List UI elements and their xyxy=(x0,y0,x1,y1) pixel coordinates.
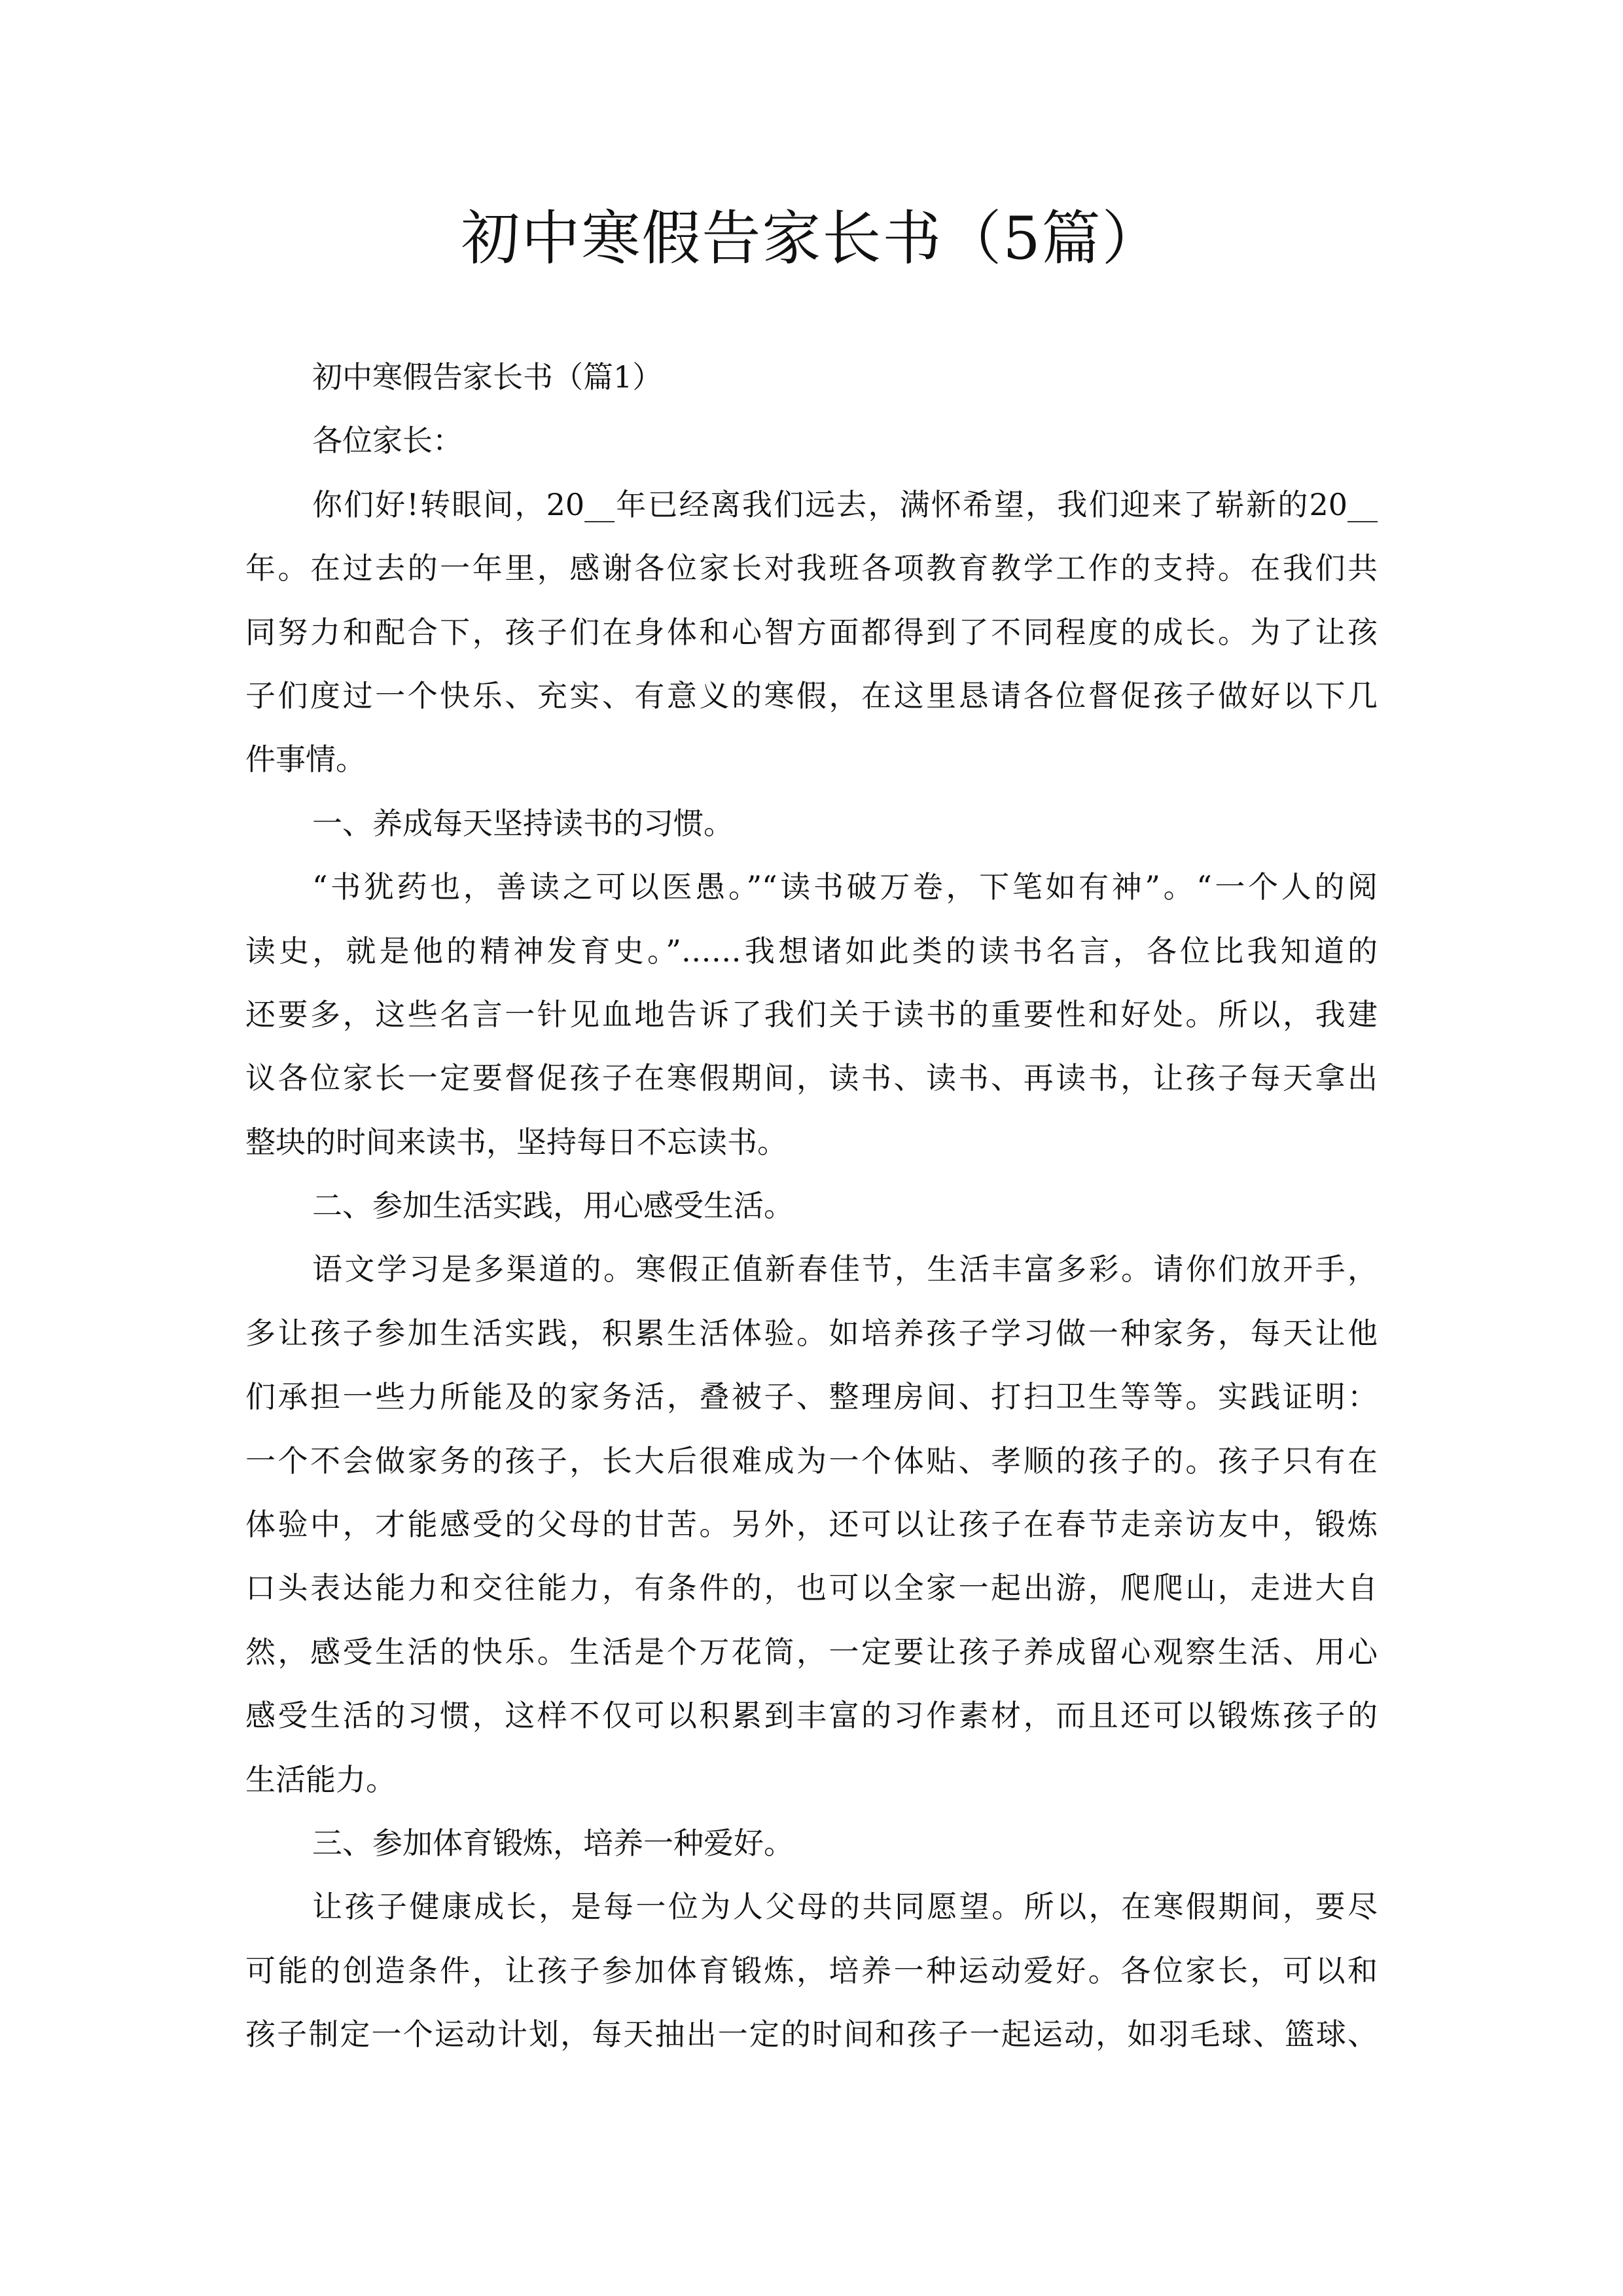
document-body xyxy=(245,346,1378,2067)
paragraph-line: 让孩子健康成长，是每一位为人父母的共同愿望。所以，在寒假期间，要尽 xyxy=(312,1889,1378,1925)
paragraph-line: 一个不会做家务的孩子，长大后很难成为一个体贴、孝顺的孩子的。孩子只有在 xyxy=(245,1443,1378,1479)
paragraph-line: 子们度过一个快乐、充实、有意义的寒假，在这里恳请各位督促孩子做好以下几 xyxy=(245,677,1378,713)
paragraph-line: 年。在过去的一年里，感谢各位家长对我班各项教育教学工作的支持。在我们共 xyxy=(245,550,1378,586)
paragraph-line: 口头表达能力和交往能力，有条件的，也可以全家一起出游，爬爬山，走进大自 xyxy=(245,1570,1378,1606)
paragraph-line: 体验中，才能感受的父母的甘苦。另外，还可以让孩子在春节走亲访友中，锻炼 xyxy=(245,1507,1378,1543)
paragraph-line: 还要多，这些名言一针见血地告诉了我们关于读书的重要性和好处。所以，我建 xyxy=(245,996,1378,1032)
paragraph-line: 孩子制定一个运动计划，每天抽出一定的时间和孩子一起运动，如羽毛球、篮球、 xyxy=(245,2017,1378,2053)
paragraph-line: 整块的时间来读书，坚持每日不忘读书。 xyxy=(245,1124,787,1160)
paragraph-line: 感受生活的习惯，这样不仅可以积累到丰富的习作素材，而且还可以锻炼孩子的 xyxy=(245,1698,1378,1734)
paragraph-line: 多让孩子参加生活实践，积累生活体验。如培养孩子学习做一种家务，每天让他 xyxy=(245,1315,1378,1351)
paragraph-line: 二、参加生活实践，用心感受生活。 xyxy=(312,1188,794,1224)
paragraph-line: 三、参加体育锻炼，培养一种爱好。 xyxy=(312,1825,794,1861)
paragraph-line: 语文学习是多渠道的。寒假正值新春佳节，生活丰富多彩。请你们放开手， xyxy=(312,1251,1378,1287)
paragraph-line: 同努力和配合下，孩子们在身体和心智方面都得到了不同程度的成长。为了让孩 xyxy=(245,614,1378,650)
paragraph-line: 件事情。 xyxy=(245,742,366,778)
paragraph-line: “书犹药也，善读之可以医愚。”“读书破万卷，下笔如有神”。“一个人的阅 xyxy=(312,869,1378,905)
paragraph-line: 然，感受生活的快乐。生活是个万花筒，一定要让孩子养成留心观察生活、用心 xyxy=(245,1634,1378,1670)
paragraph-line: 生活能力。 xyxy=(245,1761,396,1797)
paragraph-line: 各位家长： xyxy=(312,423,463,459)
paragraph-line: 读史，就是他的精神发育史。”……我想诸如此类的读书名言，各位比我知道的 xyxy=(245,933,1378,969)
paragraph-line: 你们好!转眼间，20__年已经离我们远去，满怀希望，我们迎来了崭新的20__ xyxy=(312,486,1378,522)
paragraph-line: 议各位家长一定要督促孩子在寒假期间，读书、读书、再读书，让孩子每天拿出 xyxy=(245,1060,1378,1096)
paragraph-line: 可能的创造条件，让孩子参加体育锻炼，培养一种运动爱好。各位家长，可以和 xyxy=(245,1952,1378,1988)
paragraph-line: 一、养成每天坚持读书的习惯。 xyxy=(312,805,734,841)
paragraph-line: 初中寒假告家长书（篇1） xyxy=(312,359,663,395)
paragraph-line: 们承担一些力所能及的家务活，叠被子、整理房间、打扫卫生等等。实践证明： xyxy=(245,1379,1378,1415)
document-title: 初中寒假告家长书（5篇） xyxy=(461,204,1162,273)
